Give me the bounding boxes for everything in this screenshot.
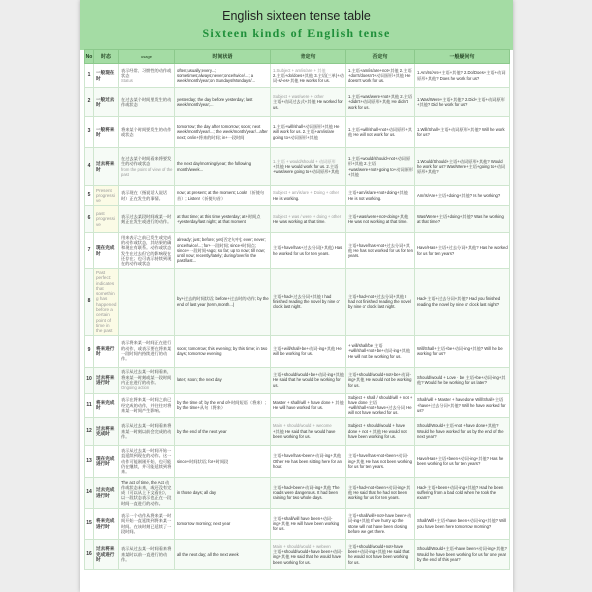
tense-name [94, 367, 119, 393]
question-text: Should/Would+主语+have been+动词-ing+其他? Would he have been working for us for one year by the end of this year? [417, 546, 507, 562]
row-number-text: 15 [86, 520, 92, 527]
table-row [85, 417, 510, 445]
affirmative-cell [271, 508, 346, 539]
time-adverbial-cell [175, 233, 271, 269]
usage-subtext: Status [121, 78, 133, 84]
usage-text: The act of time, the Act 动作或状态未来，或还没有完成（可以从上下文看出），以一段状态表示也正在一段时间一直进行的动作。 [121, 479, 172, 506]
affirmative-cell [271, 539, 346, 569]
negative-text: 主语+had+not+过去分词+其他 I had not finished reading the novel by nine o' clock last night. [348, 293, 411, 310]
tense-name [94, 186, 119, 206]
negative-text: 主语+have/has+not+过去分词+其他 He has not worked for us for ten years. [348, 242, 413, 259]
question-text: 1.Am/Is/Are+主语+其他? 2.Do/Does+主语+动词原形+其他? Does he work for us? [417, 70, 506, 81]
time-adverbial-cell [175, 335, 271, 367]
affirmative-text: 1.主语+will/shall+动词原形+其他 He will work for us. 2.主语+am/is/are going to+动词原形+其他 [273, 124, 340, 140]
affirmative-text: +其他 He said that he would have been working for us. [273, 428, 336, 439]
header-tense: 时态 [94, 50, 119, 64]
usage-text: 将来某个时间要发生的动作或状态 [121, 126, 172, 137]
time-adverbial-text: already; just; before; yet(否定句中); ever; never; once/twice/...; for+一段时间; since+时间点; since+一段时间+ago; so far; up to now; till now; until now; recently/lately; during/over/in the past/last... [177, 237, 266, 264]
affirmative-text: Master + shall/will + have done + 其他 He will have worked for us. [273, 399, 344, 411]
table-row [85, 393, 510, 417]
table-row [85, 233, 510, 269]
usage-text: 表示在将来某一时间之前已经完成的动作，并往往对将来某一时间产生影响。 [121, 397, 172, 413]
usage-cell [119, 445, 175, 477]
header-question: 一般疑问句 [415, 50, 510, 64]
table-row [85, 88, 510, 117]
usage-cell [119, 335, 175, 367]
question-text: Should/would + Love · be 主语+be+动词-ing+其他? Would he be working for us later? [417, 374, 506, 386]
negative-cell [346, 117, 415, 148]
question-text: Am/Is/Are+主语+doing+其他? Is he working? [417, 192, 501, 198]
usage-cell [119, 508, 175, 539]
tense-name-english: Present progressive [96, 187, 115, 204]
table-row [85, 186, 510, 206]
row-number [85, 206, 94, 233]
time-adverbial-cell [175, 539, 271, 569]
tense-name [94, 233, 119, 269]
tense-name [94, 335, 119, 367]
tense-name-text: 一般将来时 [96, 126, 115, 137]
row-number [85, 335, 94, 367]
tense-name-text: 过去将来进行时 [96, 374, 115, 386]
negative-text: 主语+shall/will+not+have been+动词-ing+其他 If we hurry up the stone will not have been closing before we get there. [348, 513, 412, 535]
time-adverbial-text: the next day/morning/year; the following month/week... [177, 161, 252, 172]
negative-text: 1.主语+will/shall+not+动词原形+其他 He will not work for us. [348, 126, 412, 137]
affirmative-cell [271, 117, 346, 148]
affirmative-cell [271, 477, 346, 508]
tense-name-english: Past perfect: indicates that something has happened before a certain point of time in the past [96, 270, 117, 334]
affirmative-cell [271, 367, 346, 393]
time-adverbial-cell [175, 88, 271, 117]
row-number-text: 12 [86, 427, 92, 434]
time-adverbial-text: at that time; at this time yesterday; at+时间点+yesterday/last night; at that moment [177, 213, 261, 224]
question-cell [415, 148, 510, 186]
affirmative-cell [271, 186, 346, 206]
row-number-text: 9 [87, 347, 91, 354]
tense-name-text: 过去将来时 [96, 161, 115, 172]
question-cell [415, 417, 510, 445]
row-number [85, 233, 94, 269]
question-text: Had+主语+过去分词+其他? Had you finished reading the novel by nine o' clock last night? [417, 296, 501, 307]
affirmative-header-note: Subject + was/were + other [273, 94, 324, 100]
negative-cell [346, 233, 415, 269]
usage-cell [119, 64, 175, 88]
tense-name [94, 206, 119, 233]
tense-name-text: 现在完成时 [96, 245, 115, 256]
usage-cell [119, 269, 175, 336]
tense-table-poster [80, 0, 513, 592]
row-number [85, 117, 94, 148]
affirmative-text: 主语+have/has+过去分词(+其他) Has he worked for us for ten years. [273, 245, 343, 256]
usage-cell [119, 393, 175, 417]
header-negative: 否定句 [346, 50, 415, 64]
tense-name [94, 117, 119, 148]
tense-name [94, 539, 119, 569]
negative-text: 主语+should/would+not+have been+动词-ing+其他 He said that he would not have been working for us. [348, 543, 410, 565]
negative-cell [346, 508, 415, 539]
tense-name [94, 417, 119, 445]
negative-cell [346, 477, 415, 508]
time-adverbial-text: by the time of; by the end of+时间短语（将来）; by the time+从句（将来） [177, 399, 266, 411]
row-number [85, 417, 94, 445]
negative-cell [346, 88, 415, 117]
question-cell [415, 445, 510, 477]
table-row [85, 335, 510, 367]
usage-text: 在过去某个时间里发生的动作或状态 [121, 96, 172, 107]
affirmative-cell [271, 335, 346, 367]
negative-cell [346, 445, 415, 477]
affirmative-text: 主语+had+been+动词-ing+其他 The roads were dangerous. It had been raining for two whole days. [273, 484, 340, 501]
time-adverbial-text: since+时间状语; for+时间段 [177, 458, 229, 464]
affirmative-cell [271, 417, 346, 445]
affirmative-text: He is working. [273, 195, 300, 201]
tense-name [94, 64, 119, 88]
affirmative-header-note: Subject + am/is/are + Doing + other [273, 190, 339, 196]
affirmative-cell [271, 393, 346, 417]
affirmative-text: 主语+should/would+be+动词-ing+其他 He said that he would be working for us. [273, 372, 344, 388]
row-number [85, 269, 94, 336]
tense-name-text: 过去将来完成进行时 [96, 546, 115, 562]
row-number [85, 393, 94, 417]
time-adverbial-text: often;usually;every...; sometimes;always;never;once/twice/...; a week/month/year;on Sundays/Mondays/... [177, 67, 255, 84]
time-adverbial-text: now; at present; at the moment; Look!（祈使句首）; Listen!（祈使句首） [177, 190, 265, 201]
negative-cell [346, 417, 415, 445]
row-number-text: 2 [87, 98, 91, 105]
poster-header [80, 0, 513, 50]
usage-cell [119, 417, 175, 445]
header-time-adverbial: 时间状语 [175, 50, 271, 64]
negative-cell [346, 367, 415, 393]
tense-name-text: 将来进行时 [96, 345, 115, 357]
row-number [85, 445, 94, 477]
time-adverbial-cell [175, 269, 271, 336]
row-number-text: 16 [86, 550, 92, 557]
usage-text: 表示从过去某一时间看来将来某一时刻以前会完成的动作。 [121, 423, 172, 439]
tense-name-english: past progressive [96, 211, 115, 227]
table-row [85, 117, 510, 148]
usage-text: 表示过去某段时间或某一时刻正在发生或进行的动作。 [121, 213, 172, 224]
time-adverbial-cell [175, 206, 271, 233]
question-cell [415, 117, 510, 148]
row-number-text: 8 [87, 298, 91, 305]
time-adverbial-text: tomorrow morning; next year [177, 521, 231, 527]
affirmative-text: 主语+shall/will have been+动词-ing+其他 He will have been working for us. [273, 515, 340, 532]
usage-text: 表示现在（指说话人说话时）正在发生的事情。 [121, 190, 168, 201]
question-cell [415, 206, 510, 233]
row-number-text: 4 [87, 162, 91, 169]
negative-text: 1.主语+am/is/are+not+其他 2.主语+don't/doesn't+动词原形+其他 He doesn't work for us. [348, 67, 412, 84]
negative-cell [346, 269, 415, 336]
negative-cell [346, 148, 415, 186]
negative-cell [346, 393, 415, 417]
affirmative-cell [271, 148, 346, 186]
row-number [85, 148, 94, 186]
negative-text: 1.主语+would/should+not+动词原形+其他 2.主语+was/were+not+going to+动词原形+其他 [348, 155, 413, 177]
row-number-text: 11 [86, 401, 92, 408]
usage-text: 表示将来某一时间正在进行的动作，或表示要在将来某一段时间内持续进行的动作。 [121, 340, 172, 362]
tense-name [94, 88, 119, 117]
affirmative-text: He was working at that time. [273, 219, 326, 224]
row-number [85, 186, 94, 206]
row-number [85, 88, 94, 117]
usage-cell [119, 233, 175, 269]
negative-cell [346, 186, 415, 206]
affirmative-header-note: Main + should/would + webeen [273, 543, 331, 549]
time-adverbial-text: by the end of the next year [177, 428, 227, 434]
affirmative-text: 主语+动词过去式+其他 He worked for us. [273, 99, 343, 110]
affirmative-text: 2.主语+do/does+其他 3.主语(三单)+动词-s/-es+其他 He works for us. [273, 72, 344, 84]
table-row [85, 477, 510, 508]
tense-name [94, 393, 119, 417]
affirmative-text: 主语+should/would+have been+动词-ing+其他 He said that he would have been working for us. [273, 548, 343, 565]
time-adverbial-text: by+过去的时间状语; before+过去时的动作; by the end of last year (term,month...) [177, 296, 269, 307]
question-cell [415, 477, 510, 508]
negative-text: 主语+am/is/are+not+doing+其他 He is not working. [348, 190, 408, 201]
question-cell [415, 64, 510, 88]
row-number-text: 5 [87, 191, 91, 198]
affirmative-cell [271, 64, 346, 88]
table-row [85, 445, 510, 477]
negative-cell [346, 539, 415, 569]
time-adverbial-text: in those days; all day [177, 490, 217, 496]
affirmative-text: 主语+had+过去分词+其他 I had finished reading the novel by nine o' clock last night. [273, 293, 340, 310]
question-cell [415, 539, 510, 569]
negative-text: Subject + should/would + have done + not + 其他 He would not have been working for us. [348, 423, 407, 439]
negative-text: 主语+should/would+not+be+动词-ing+其他 He would not be working for us. [348, 372, 412, 388]
usage-text: 用来表示之前已发生或完成的动作或状态，其结果的确和现在有联系。动作或状态发生在过去但它的影响现在还存在；也可表示持续到现在的动作或状态 [121, 234, 172, 267]
time-adverbial-cell [175, 445, 271, 477]
row-number [85, 508, 94, 539]
negative-text: 1.主语+was/were+not+其他 2.主语+didn't+动词原形+其他 He didn't work for us. [348, 94, 413, 110]
time-adverbial-cell [175, 367, 271, 393]
question-text: 1.Was/Were+主语+其他? 2.Did+主语+动词原形+其他? Did he work for us? [417, 96, 505, 107]
table-row [85, 64, 510, 88]
question-text: Have/Has+主语+been+动词-ing+其他? Has he been working for us for ten years? [417, 455, 504, 467]
negative-text: Subject + shall / should/will + not + have done 主语+will/shall+not+have+过去分词 He will not have worked for us. [348, 394, 413, 416]
time-adverbial-cell [175, 477, 271, 508]
question-cell [415, 186, 510, 206]
usage-text: 在过去某个时间看来将要发生的动作或状态 [121, 155, 172, 167]
row-number-text: 14 [86, 489, 92, 496]
row-number-text: 1 [87, 71, 91, 78]
poster-subtitle: Sixteen kinds of English tense [202, 26, 391, 40]
header-usage: usage [119, 50, 175, 64]
question-text: Have/Has+主语+过去分词+其他? Has he worked for us for ten years? [417, 245, 508, 256]
usage-cell [119, 117, 175, 148]
negative-text: 主语+had+not+been+动词-ing+其他 He said that he had not been working for us for ten years. [348, 484, 411, 501]
time-adverbial-text: all the next day; all the next week [177, 551, 239, 557]
tense-name [94, 477, 119, 508]
negative-cell [346, 64, 415, 88]
time-adverbial-cell [175, 117, 271, 148]
time-adverbial-text: tomorrow; the day after tomorrow; soon; next week/month/year/...; the week/month/year/...after next; on/in+将来的时间; in+一段时间 [177, 124, 268, 140]
usage-text: 表示从过去某一时间开始一直延续到现在的动作。这一动作可能刚刚开始，也可能仍在继续，并可能延续到将来。 [121, 448, 172, 475]
time-adverbial-cell [175, 148, 271, 186]
table-row [85, 269, 510, 336]
affirmative-header-note: 1.Subject + am/is/are + 其他 [273, 67, 326, 73]
table-row [85, 508, 510, 539]
poster-title: English sixteen tense table [222, 9, 371, 23]
question-text: Shall/will + Master + havedone Will/Shall+主语+have+过去分词+其他? Will he have worked for us? [417, 397, 506, 413]
usage-text: 表示从过去某一时间看来将来某时以前一直进行的动作。 [121, 546, 172, 562]
usage-subtext: Ongoing action [121, 385, 150, 391]
tense-name-text: 过去将来完成时 [96, 425, 115, 437]
question-text: Shall/Will+主语+have been+动词-ing+其他? Will you have been here tomorrow morning? [417, 518, 506, 529]
question-cell [415, 269, 510, 336]
tense-name-text: 将来完成进行时 [96, 518, 115, 529]
question-text: Was/Were+主语+doing+其他? Was he working at that time? [417, 213, 504, 224]
usage-cell [119, 88, 175, 117]
table-row [85, 539, 510, 569]
question-text: 1.Would/Should+主语+动词原形+其他? Would he work for us? Was/Were+主语+going to+动词原形+其他? [417, 158, 506, 175]
table-row [85, 206, 510, 233]
affirmative-header-note: Subject + was / were + doing + other [273, 213, 342, 219]
tense-name-text: 一般过去时 [96, 96, 115, 107]
question-cell [415, 367, 510, 393]
tense-table [84, 49, 510, 570]
affirmative-header-note: Main + should/would + wecome [273, 423, 332, 429]
tense-name-text: 一般现在时 [96, 70, 115, 81]
row-number-text: 10 [86, 376, 92, 383]
negative-text: 主语+have/has+not+been+动词-ing+其他 He has not been working for us for ten years. [348, 453, 412, 469]
tense-name-text: 过去完成进行时 [96, 487, 115, 498]
time-adverbial-cell [175, 186, 271, 206]
affirmative-text: 主语+will/shall+be+动词-ing+其他 He will be working for us. [273, 345, 342, 357]
tense-name [94, 508, 119, 539]
question-text: 1.Will/Shall+主语+动词原形+其他? Will he work for us? [417, 126, 505, 137]
negative-text: + will/shall/be 主语+will/shall+not+be+动词-ing+其他 He will not be working for us. [348, 343, 411, 359]
question-cell [415, 88, 510, 117]
question-cell [415, 233, 510, 269]
tense-name-text: 现在完成进行时 [96, 455, 115, 467]
row-number [85, 539, 94, 569]
tense-name [94, 269, 119, 336]
affirmative-header-note: 1.主语 + would/should + 动词原形 [273, 158, 336, 164]
usage-text: 表示经常、习惯性的动作或状态 [121, 67, 172, 78]
affirmative-cell [271, 206, 346, 233]
tense-name [94, 445, 119, 477]
time-adverbial-cell [175, 417, 271, 445]
row-number-text: 3 [87, 128, 91, 135]
question-text: Should/Would+主语+not +have done+其他? Would he have worked for us by the end of the next year? [417, 423, 504, 439]
question-cell [415, 508, 510, 539]
question-cell [415, 335, 510, 367]
usage-cell [119, 477, 175, 508]
time-adverbial-cell [175, 64, 271, 88]
usage-cell [119, 539, 175, 569]
negative-cell [346, 335, 415, 367]
usage-cell [119, 186, 175, 206]
row-number [85, 64, 94, 88]
usage-subtext: from the point of view of the past [121, 166, 173, 177]
affirmative-text: +其他 He would work for us. 2.主语+was/were going to+动词原形+其他 [273, 163, 340, 175]
tense-name-text: 将来完成时 [96, 399, 115, 411]
question-text: Had+主语+been+动词-ing+其他? Had he been suffering from a bad cold when he took the exam? [417, 484, 504, 501]
question-text: Will/Shall+主语+be+动词-ing+其他? Will he be working for us? [417, 345, 503, 357]
affirmative-cell [271, 233, 346, 269]
header-no: No [85, 50, 94, 64]
negative-cell [346, 206, 415, 233]
usage-text: 表示一个动作从将来某一时间开始一直延续到将来某一时间。在该时刻已延续了一段时间。 [121, 513, 172, 535]
time-adverbial-cell [175, 508, 271, 539]
tense-name [94, 148, 119, 186]
time-adverbial-text: later; soon; the next day [177, 377, 222, 383]
header-affirmative: 肯定句 [271, 50, 346, 64]
table-row [85, 148, 510, 186]
time-adverbial-text: soon; tomorrow; this evening; by this time; in two days; tomorrow evening [177, 345, 268, 357]
affirmative-cell [271, 445, 346, 477]
affirmative-cell [271, 269, 346, 336]
row-number-text: 7 [87, 246, 91, 253]
row-number [85, 477, 94, 508]
usage-cell [119, 148, 175, 186]
usage-text: 表示从过去某一时间看来，将来某一时刻或某一段时间内正在进行的动作。 [121, 369, 172, 386]
affirmative-cell [271, 88, 346, 117]
affirmative-text: 主语+have/has+been+动词-ing+其他 Other He has been sitting here for an hour. [273, 453, 342, 469]
negative-text: 主语+was/were+not+doing+其他 He was not working at that time. [348, 213, 409, 224]
row-number [85, 367, 94, 393]
usage-cell [119, 367, 175, 393]
time-adverbial-cell [175, 393, 271, 417]
usage-cell [119, 206, 175, 233]
row-number-text: 13 [86, 457, 92, 464]
table-row [85, 367, 510, 393]
table-header-row [85, 50, 510, 64]
time-adverbial-text: yesterday; the day before yesterday; last week/month/year;... [177, 96, 253, 107]
row-number-text: 6 [87, 215, 91, 222]
question-cell [415, 393, 510, 417]
